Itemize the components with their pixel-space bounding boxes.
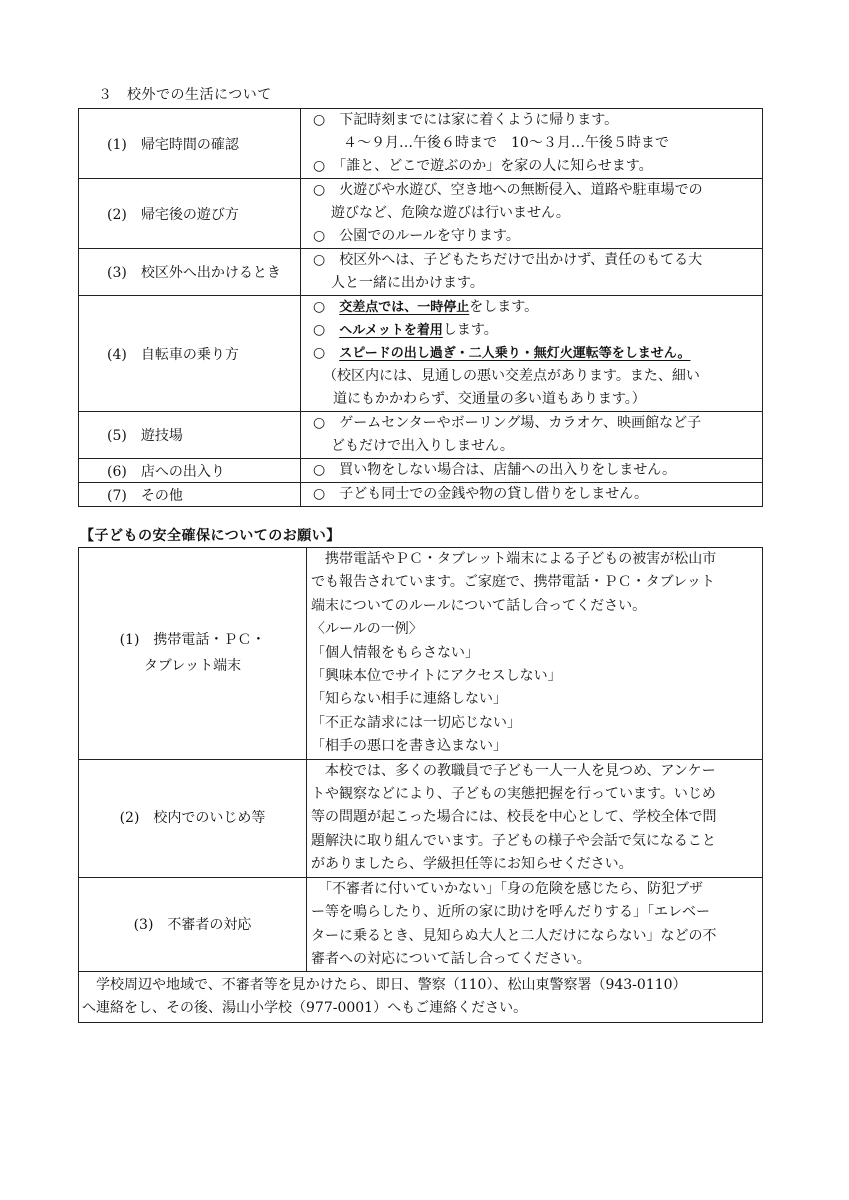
row-content-leaving-district: ○ 校区外へは、子どもたちだけで出かけず、責任のもてる大 人と一緒に出かけます。 [301,249,763,296]
row-label-after-school-play: (2) 帰宅後の遊び方 [79,179,301,249]
row-content-bicycle [301,296,763,412]
row-content-return-time: ○ 下記時刻までには家に着くように帰ります。 ４～９月…午後６時まで 10～３月…午後５時まで ○ 「誰と、どこで遊ぶのか」を家の人に知らせます。 [301,109,763,179]
contact-footer: 学校周辺や地域で、不審者等を見かけたら、即日、警察（110）、松山東警察署（943-0110） へ連絡をし、その後、湯山小学校（977-0001）へもご連絡ください。 [79,972,763,1023]
table-row [79,179,763,249]
row-label-shops: (6) 店への出入り [79,459,301,483]
table-row [79,483,763,507]
table-row [79,249,763,296]
row-label-bullying: (2) 校内でのいじめ等 [79,759,307,877]
table-row [79,759,763,877]
row-content-shops: ○ 買い物をしない場合は、店舗への出入りをしません。 [301,459,763,483]
safety-requests-table [78,547,763,1023]
row-content-amusement: ○ ゲームセンターやボーリング場、カラオケ、映画館など子 どもだけで出入りしません。 [301,412,763,459]
out-of-school-rules-table [78,108,763,507]
bicycle-note: 道にもかかわらず、交通量の多い道もあります。） [333,391,646,407]
table-row [79,296,763,412]
row-content-devices: 携帯電話やＰＣ・タブレット端末による子どもの被害が松山市 でも報告されています。ご家庭で、携帯電話・ＰＣ・タブレット 端末についてのルールについて話し合ってください。 〈ルールの一例〉 「個人情報をもらさない」 「興味本位でサイトにアクセスしない」 「知らない相手に連絡しない」 「不正な請求には一切応じない」 「相手の悪口を書き込まない」 [307,548,763,760]
table-row [79,877,763,972]
table-row [79,412,763,459]
row-label-other: (7) その他 [79,483,301,507]
bicycle-rule: ○ スピードの出し過ぎ・二人乗り・無灯火運転等をしません。 [313,345,691,361]
row-content-suspicious-persons: 「不審者に付いていかない」「身の危険を感じたら、防犯ブザ ー等を鳴らしたり、近所の家に助けを呼んだりする」「エレベー ターに乗るとき、見知らぬ大人と二人だけにならない」などの不 審者への対応について話し合ってください。 [307,877,763,972]
row-content-bullying: 本校では、多くの教職員で子ども一人一人を見つめ、アンケー トや観察などにより、子どもの実態把握を行っています。いじめ 等の問題が起こった場合には、校長を中心として、学校全体で問 題解決に取り組んでいます。子どもの様子や会話で気になること がありましたら、学級担任等にお知らせください。 [307,759,763,877]
row-label-leaving-district: (3) 校区外へ出かけるとき [79,249,301,296]
row-label-return-time: (1) 帰宅時間の確認 [79,109,301,179]
row-label-amusement: (5) 遊技場 [79,412,301,459]
bicycle-note: （校区内には、見通しの悪い交差点があります。また、細い [323,368,700,384]
row-content-other: ○ 子ども同士での金銭や物の貸し借りをしません。 [301,483,763,507]
bicycle-rule: ○ 交差点では、一時停止をします。 [313,299,539,315]
safety-heading: 【子どもの安全確保についてのお願い】 [80,528,341,544]
table-row [79,459,763,483]
table-row [79,109,763,179]
row-label-devices: (1) 携帯電話・ＰＣ・ タブレット端末 [79,548,307,760]
row-content-after-school-play: ○ 火遊びや水遊び、空き地への無断侵入、道路や駐車場での 遊びなど、危険な遊びは行いません。 ○ 公園でのルールを守ります。 [301,179,763,249]
bicycle-rule: ○ ヘルメットを着用します。 [313,322,498,338]
row-label-bicycle: (4) 自転車の乗り方 [79,296,301,412]
table-row [79,548,763,760]
row-label-suspicious-persons: (3) 不審者の対応 [79,877,307,972]
table-row [79,972,763,1023]
section-3-heading: ３ 校外での生活について [98,87,272,103]
